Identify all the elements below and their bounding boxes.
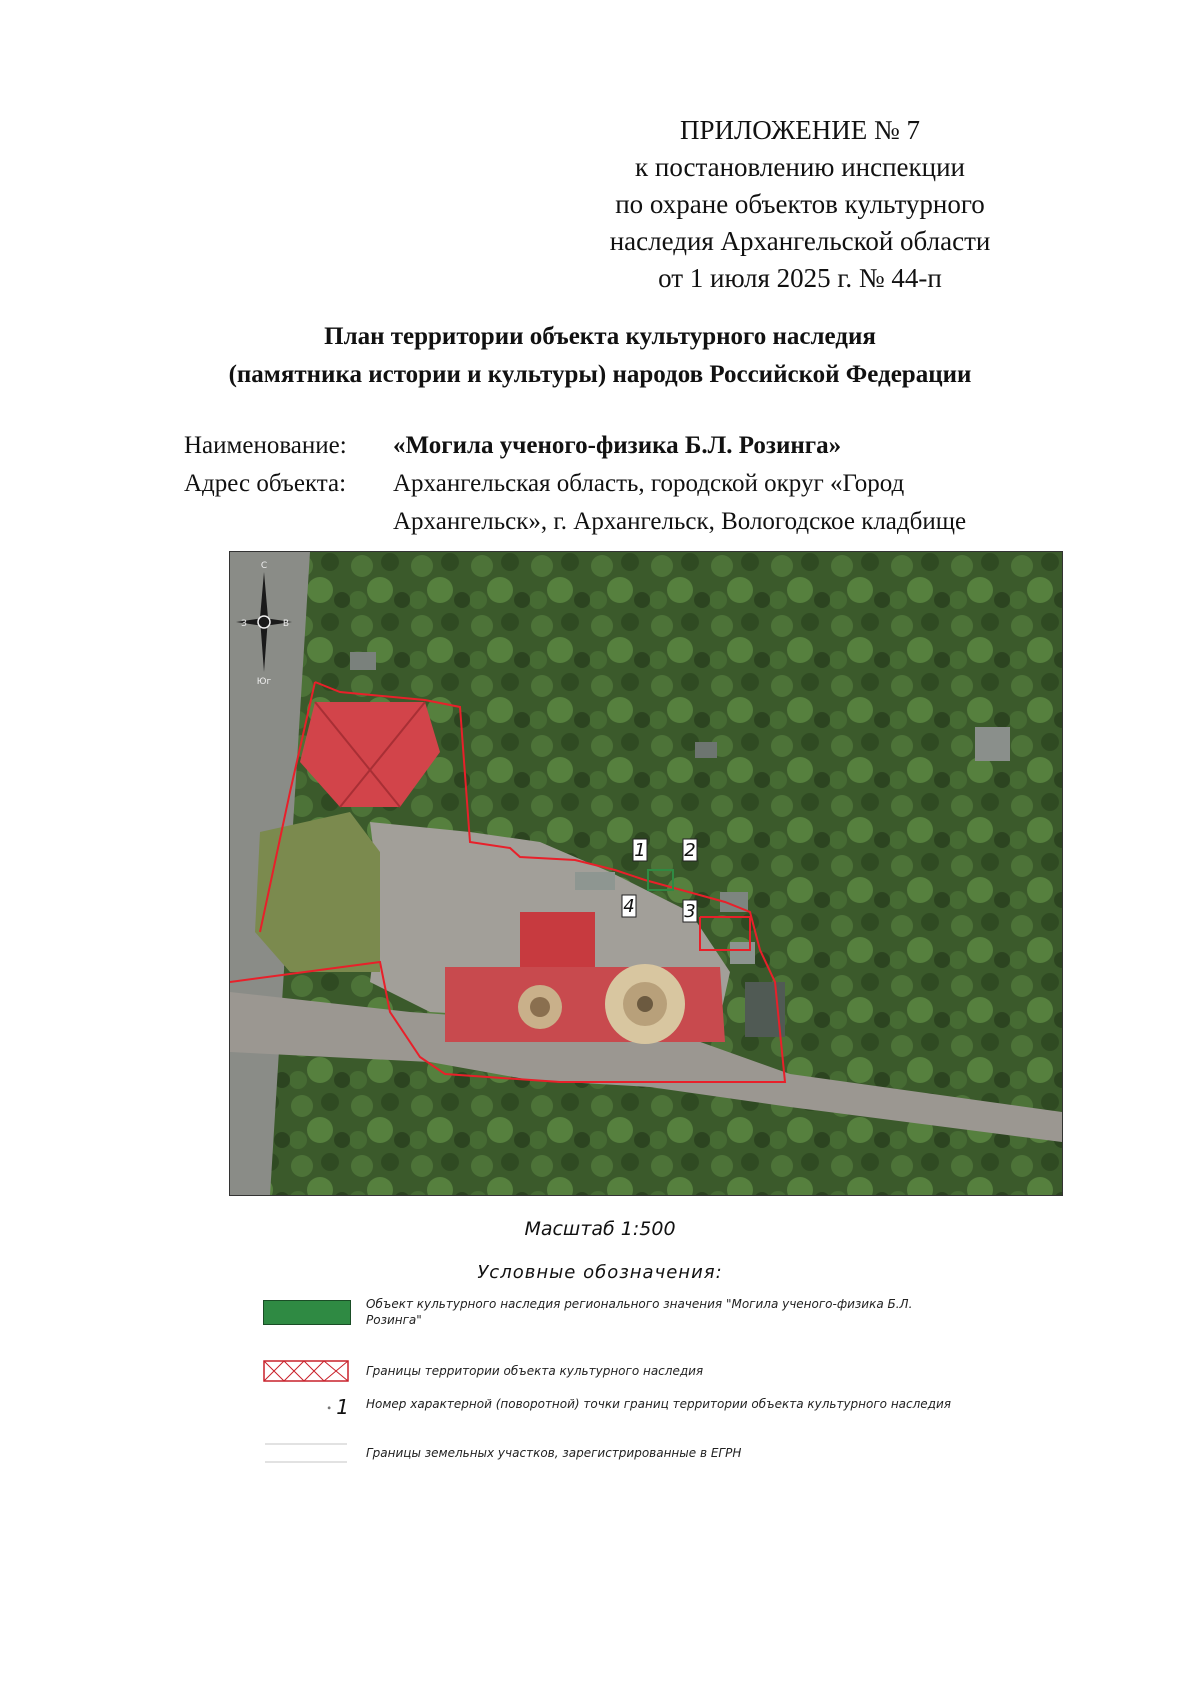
point-label-1: 1 (634, 840, 646, 861)
grave-plot (695, 742, 717, 758)
grave-plot (350, 652, 376, 670)
map-svg (230, 552, 1062, 1195)
point-label-3: 3 (684, 901, 696, 922)
address-line-1: Архангельская область, городской округ «Город (393, 470, 905, 497)
title-line-2: (памятника истории и культуры) народов Российской Федерации (228, 361, 972, 388)
address-line-2: Архангельск», г. Архангельск, Вологодское кладбище (393, 508, 967, 535)
legend-title: Условные обозначения: (477, 1262, 723, 1283)
compass-north: С (260, 561, 268, 571)
satellite-map (229, 551, 1063, 1196)
green-fill-symbol (263, 1300, 351, 1325)
grave-plot (575, 872, 615, 890)
name-value: «Могила ученого-физика Б.Л. Розинга» (393, 432, 842, 459)
red-hatch-symbol (263, 1360, 349, 1382)
legend-text-point: Номер характерной (поворотной) точки границ территории объекта культурного наследия (366, 1397, 951, 1411)
appendix-number: ПРИЛОЖЕНИЕ № 7 (679, 115, 921, 145)
point-marker-icon: ∙ (326, 1402, 333, 1414)
appendix-line-3: по охране объектов культурного (615, 189, 985, 219)
white-line-symbol (263, 1442, 349, 1464)
lawn (255, 812, 380, 972)
address-label: Адрес объекта: (184, 470, 347, 497)
map-scale: Масштаб 1:500 (524, 1218, 676, 1240)
document-title (0, 318, 1200, 394)
compass-west: З (241, 619, 247, 629)
legend-text-parcels: Границы земельных участков, зарегистрированные в ЕГРН (366, 1446, 742, 1460)
point-number-symbol (263, 1396, 349, 1418)
legend-text-boundary: Границы территории объекта культурного наследия (366, 1364, 704, 1378)
name-label: Наименование: (184, 432, 347, 459)
appendix-header (580, 112, 1020, 297)
appendix-date: от 1 июля 2025 г. № 44-п (658, 263, 942, 293)
point-label-2: 2 (684, 840, 696, 861)
appendix-line-4: наследия Архангельской области (609, 226, 991, 256)
grave-plot (730, 942, 755, 964)
church-entrance-roof (520, 912, 595, 967)
point-label-4: 4 (623, 896, 635, 917)
legend-text-object: Объект культурного наследия регионального значения "Могила ученого-физика Б.Л. Розинга" (366, 1297, 913, 1327)
compass-east: В (282, 619, 290, 629)
appendix-line-2: к постановлению инспекции (635, 152, 965, 182)
compass-south: Юг (256, 677, 272, 687)
point-number-example: 1 (336, 1395, 349, 1419)
title-line-1: План территории объекта культурного наследия (324, 323, 876, 350)
grave-plot (975, 727, 1010, 761)
